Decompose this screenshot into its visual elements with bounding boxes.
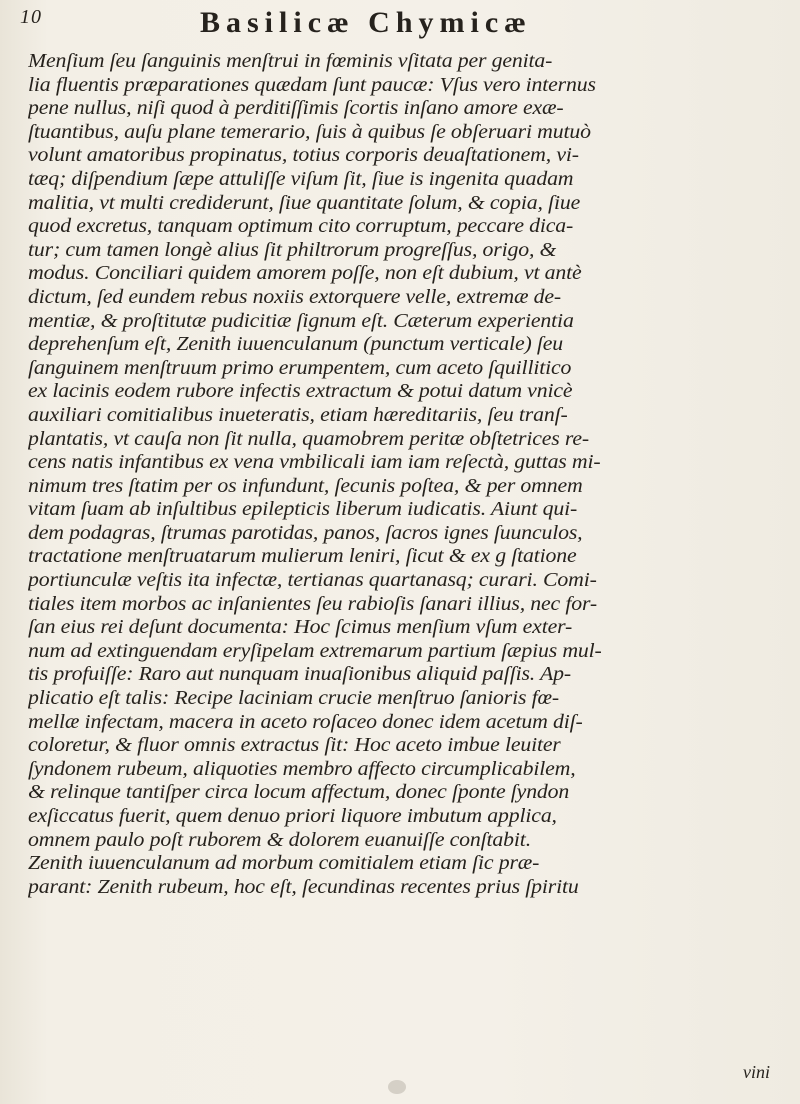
text-line: Zenith iuuenculanum ad morbum comitialem etiam ſic præ-: [28, 852, 539, 875]
text-line: tractatione menſtruatarum mulierum leniri, ſicut & ex g ſtatione: [28, 545, 577, 568]
text-line: lia fluentis præparationes quædam ſunt paucæ: Vſus vero internus: [28, 73, 596, 96]
text-line: coloretur, & fluor omnis extractus ſit: Hoc aceto imbue leuiter: [28, 734, 561, 757]
text-line: & relinque tantiſper circa locum affectum, donec ſponte ſyndon: [28, 781, 570, 804]
catchword: vini: [743, 1062, 770, 1082]
text-line: plantatis, vt cauſa non ſit nulla, quamobrem peritæ obſtetrices re-: [28, 427, 589, 450]
text-line: omnem paulo poſt ruborem & dolorem euanuiſſe conſtabit.: [28, 828, 531, 851]
text-line: tur; cum tamen longè alius ſit philtrorum progreſſus, origo, &: [28, 238, 557, 261]
text-line: volunt amatoribus propinatus, totius corporis deuaſtationem, vi-: [28, 144, 579, 167]
ink-smudge: [388, 1080, 406, 1094]
text-line: tis profuiſſe: Raro aut nunquam inuaſionibus aliquid paſſis. Ap-: [28, 663, 571, 686]
text-line: Menſium ſeu ſanguinis menſtrui in fœminis vſitata per genita-: [28, 50, 552, 72]
text-line: quod excretus, tanquam optimum cito corruptum, peccare dica-: [28, 215, 574, 238]
text-line: parant: Zenith rubeum, hoc eſt, ſecundinas recentes prius ſpiritu: [28, 875, 579, 898]
page-header: [20, 6, 780, 46]
body-text: [28, 50, 766, 1060]
text-line: tiales item morbos ac inſanientes ſeu rabioſis ſanari illius, nec for-: [28, 592, 597, 615]
text-line: num ad extinguendam eryſipelam extremarum partium ſæpius mul-: [28, 639, 602, 662]
text-line: deprehenſum eſt, Zenith iuuenculanum (punctum verticale) ſeu: [28, 333, 563, 356]
text-line: exſiccatus fuerit, quem denuo priori liquore imbutum applica,: [28, 805, 557, 827]
text-line: plicatio eſt talis: Recipe laciniam crucie menſtruo ſanioris fœ-: [28, 687, 559, 710]
text-line: ſan eius rei deſunt documenta: Hoc ſcimus menſium vſum exter-: [28, 616, 573, 639]
text-line: pene nullus, niſi quod à perditiſſimis ſcortis inſano amore exæ-: [28, 97, 564, 120]
text-line: mellæ infectam, macera in aceto roſaceo donec idem acetum diſ-: [28, 710, 583, 733]
text-line: cens natis infantibus ex vena vmbilicali iam iam reſectà, guttas mi-: [28, 451, 601, 474]
text-line: mentiæ, & proſtitutæ pudicitiæ ſignum eſt. Cæterum experientia: [28, 309, 574, 332]
page-number: 10: [20, 6, 42, 28]
text-line: auxiliari comitialibus inueteratis, etiam hæreditariis, ſeu tranſ-: [28, 403, 568, 426]
text-line: dem podagras, ſtrumas parotidas, panos, ſacros ignes ſuunculos,: [28, 521, 583, 544]
text-line: tæq; diſpendium ſæpe attuliſſe viſum ſit, ſiue is ingenita quadam: [28, 167, 574, 190]
text-line: ſanguinem menſtruum primo erumpentem, cum aceto ſquillitico: [28, 356, 572, 379]
text-line: dictum, ſed eundem rebus noxiis extorquere velle, extremæ de-: [28, 285, 561, 308]
text-line: ex lacinis eodem rubore infectis extractum & potui datum vnicè: [28, 380, 573, 403]
text-line: modus. Conciliari quidem amorem poſſe, non eſt dubium, vt antè: [28, 262, 582, 285]
text-line: vitam ſuam ab inſultibus epilepticis liberum iudicatis. Aiunt qui-: [28, 498, 577, 521]
text-line: nimum tres ſtatim per os infundunt, ſecunis poſtea, & per omnem: [28, 474, 583, 497]
text-line: malitia, vt multi crediderunt, ſiue quantitate ſolum, & copia, ſiue: [28, 191, 580, 214]
text-line: ſtuantibus, auſu plane temerario, ſuis à quibus ſe obſeruari mutuò: [28, 120, 591, 143]
running-title: Basilicæ Chymicæ: [200, 6, 532, 39]
text-line: portiunculæ veſtis ita infectæ, tertianas quartanasq; curari. Comi-: [28, 569, 597, 592]
text-line: ſyndonem rubeum, aliquoties membro affecto circumplicabilem,: [28, 757, 576, 780]
